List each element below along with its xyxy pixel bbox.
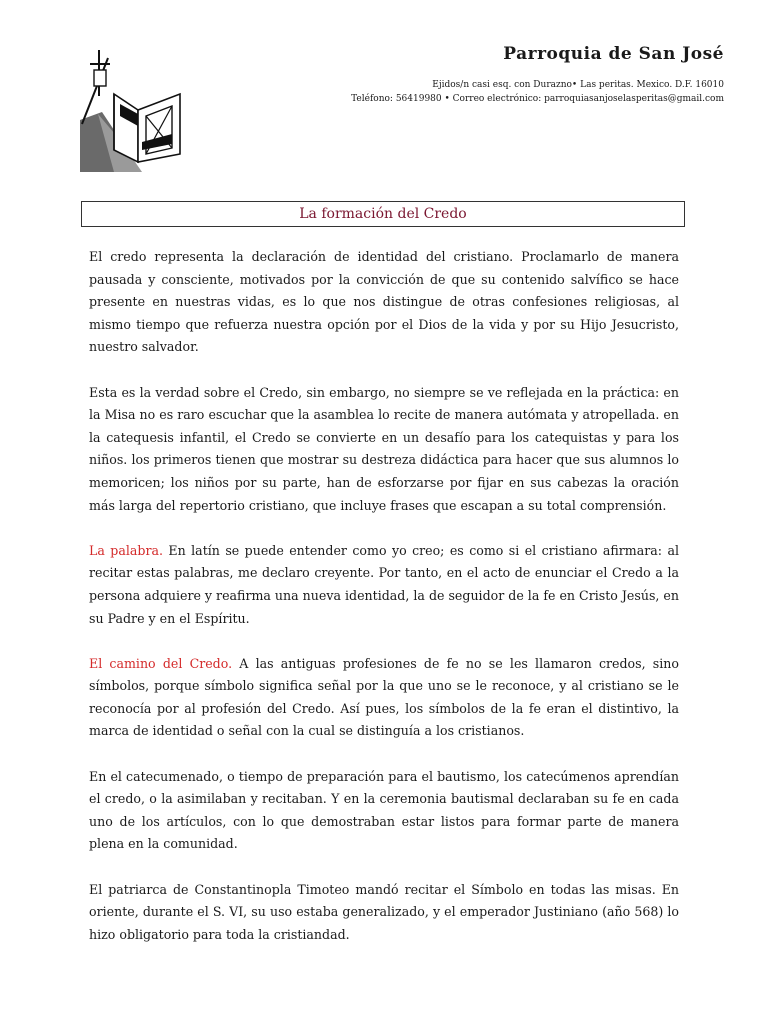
paragraph: [89, 879, 679, 947]
paragraph: [89, 766, 679, 856]
parish-logo-icon: [80, 50, 182, 172]
paragraph-text: A las antiguas profesiones de fe no se les llamaron credos, sino símbolos, porque símbolo significa señal por la que uno se le reconoce, y al cristiano se le reconocía por al profesión del Credo. Así pues, los símbolos de la fe eran el distintivo, la marca de identidad o señal con la cual se distinguía a los cristianos.: [89, 655, 679, 739]
paragraph: [89, 540, 679, 630]
document-body: [89, 246, 679, 969]
document-title-box: [81, 201, 685, 227]
paragraph: [89, 246, 679, 359]
paragraph-text: En el catecumenado, o tiempo de preparación para el bautismo, los catecúmenos aprendían el credo, o la asimilaban y recitaban. Y en la ceremonia bautismal declaraban su fe en cada uno de los artículos, con lo que demostraban estar listos para formar parte de manera plena en la comunidad.: [89, 768, 679, 852]
paragraph-lead: El camino del Credo.: [89, 655, 233, 671]
parish-name: Parroquia de San José: [503, 44, 724, 64]
document-title: La formación del Credo: [299, 206, 467, 222]
paragraph-text: En latín se puede entender como yo creo; es como si el cristiano afirmara: al recitar estas palabras, me declaro creyente. Por tanto, en el acto de enunciar el Credo a la persona adquiere y reafirma una nueva identidad, la de seguidor de la fe en Cristo Jesús, en su Padre y en el Espíritu.: [89, 542, 679, 626]
paragraph: [89, 382, 679, 518]
parish-header: [204, 44, 724, 106]
address-line: Ejidos/n casi esq. con Durazno• Las peritas. Mexico. D.F. 16010: [432, 80, 724, 90]
contact-line: Teléfono: 56419980 • Correo electrónico: parroquiasanjoselasperitas@gmail.com: [351, 94, 724, 104]
paragraph-text: El credo representa la declaración de identidad del cristiano. Proclamarlo de manera pausada y consciente, motivados por la convicción de que su contenido salvífico se hace presente en nuestras vidas, es lo que nos distingue de otras confesiones religiosas, al mismo tiempo que refuerza nuestra opción por el Dios de la vida y por su Hijo Jesucristo, nuestro salvador.: [89, 249, 679, 355]
paragraph-lead: La palabra.: [89, 542, 163, 558]
paragraph-text: Esta es la verdad sobre el Credo, sin embargo, no siempre se ve reflejada en la práctica: en la Misa no es raro escuchar que la asamblea lo recite de manera autómata y atropellada. en la catequesis infantil, el Credo se convierte en un desafío para los catequistas y para los niños. los primeros tienen que mostrar su destreza didáctica para hacer que sus alumnos lo memoricen; los niños por su parte, han de esforzarse por fijar en sus cabezas la oración más larga del repertorio cristiano, que incluye frases que escapan a su total comprensión.: [89, 384, 679, 513]
paragraph: [89, 653, 679, 743]
paragraph-text: El patriarca de Constantinopla Timoteo mandó recitar el Símbolo en todas las misas. En oriente, durante el S. VI, su uso estaba generalizado, y el emperador Justiniano (año 568) lo hizo obligatorio para toda la cristiandad.: [89, 881, 679, 942]
